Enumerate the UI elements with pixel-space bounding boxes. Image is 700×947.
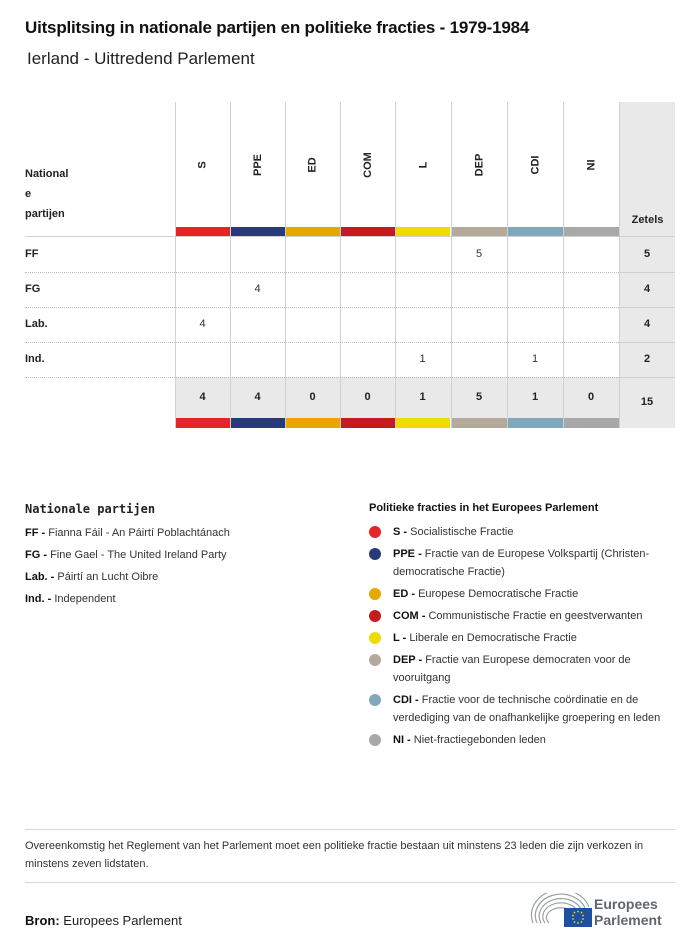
group-color-bar xyxy=(564,418,619,428)
legend-name: Fractie van de Europese Volkspartij (Christen-democratische Fractie) xyxy=(393,548,650,578)
logo-line: Parlement xyxy=(594,912,662,928)
row-label-ff: FF xyxy=(25,248,39,260)
table-cell: 1 xyxy=(419,353,426,365)
row-header-label xyxy=(25,164,145,224)
legend-item xyxy=(369,585,679,603)
column-header: NI xyxy=(585,159,598,170)
column-dep xyxy=(451,102,507,428)
row-header-line: partijen xyxy=(25,208,65,220)
column-ppe xyxy=(230,102,285,428)
row-divider xyxy=(25,377,619,378)
column-total: 1 xyxy=(531,391,539,403)
divider xyxy=(25,882,675,883)
color-dot-icon xyxy=(369,654,381,666)
logo-line: Europees xyxy=(594,896,658,912)
legend-name: Independent xyxy=(54,593,116,605)
legend-name: Liberale en Democratische Fractie xyxy=(409,632,577,644)
column-header: S xyxy=(197,160,209,169)
column-total: 0 xyxy=(309,391,316,403)
legend-item xyxy=(25,588,355,610)
group-color-bar xyxy=(564,227,619,236)
column-l xyxy=(395,102,450,428)
group-color-bar xyxy=(452,418,507,428)
legend-code: ED - xyxy=(393,588,415,600)
table-cell: 4 xyxy=(254,283,261,295)
zetels-divider xyxy=(619,377,675,378)
legend-item xyxy=(369,545,679,581)
column-total: 0 xyxy=(364,391,371,403)
zetels-divider xyxy=(619,307,675,308)
legend-code: DEP - xyxy=(393,654,423,666)
color-dot-icon xyxy=(369,526,381,538)
header-divider xyxy=(25,236,675,237)
column-header: PPE xyxy=(251,153,264,176)
legend-item xyxy=(369,731,679,749)
grand-total: 15 xyxy=(640,396,654,408)
legend-title: Nationale partijen xyxy=(25,502,156,516)
group-color-bar xyxy=(286,227,340,236)
legend-code: Lab. - xyxy=(25,571,55,583)
legend-name: Fractie voor de technische coördinatie en de verdediging van de onafhankelijke groepering en leden xyxy=(393,694,661,724)
legend-code: L - xyxy=(393,632,407,644)
column-total: 4 xyxy=(199,391,206,403)
row-label-ind: Ind. xyxy=(25,353,45,365)
column-total: 5 xyxy=(475,391,483,403)
group-color-bar xyxy=(176,227,230,236)
zetels-divider xyxy=(619,272,675,273)
group-color-bar xyxy=(508,418,563,428)
hemicycle-icon xyxy=(530,893,592,929)
legend-code: FG - xyxy=(25,549,47,561)
seat-distribution-table xyxy=(25,102,675,428)
legend-name: Fianna Fáil - An Páirtí Poblachtánach xyxy=(48,527,230,539)
divider xyxy=(25,829,675,830)
source-label: Bron: xyxy=(25,913,60,928)
column-total: 4 xyxy=(254,391,261,403)
column-header: CDI xyxy=(529,155,542,174)
column-ni xyxy=(563,102,619,428)
legend-item xyxy=(25,566,355,588)
row-divider xyxy=(25,272,619,273)
group-color-bar xyxy=(452,227,507,236)
legend-item xyxy=(369,607,679,625)
group-color-bar xyxy=(508,227,563,236)
legend-item xyxy=(369,523,679,541)
group-color-bar xyxy=(341,227,395,236)
legend-political-groups xyxy=(369,502,679,753)
row-header-line: National xyxy=(25,168,69,180)
column-ed xyxy=(285,102,340,428)
legend-item xyxy=(369,629,679,647)
group-color-bar xyxy=(231,418,285,428)
group-color-bar xyxy=(286,418,340,428)
row-divider xyxy=(25,307,619,308)
row-divider xyxy=(25,342,619,343)
legend-code: NI - xyxy=(393,734,411,746)
legend-code: S - xyxy=(393,526,408,538)
table-cell: 5 xyxy=(475,248,483,260)
table-cell: 1 xyxy=(531,353,539,365)
footnote: Overeenkomstig het Reglement van het Parlement moet een politieke fractie bestaan uit minstens 23 leden die zijn verkozen in minstens zeven lidstaten. xyxy=(25,840,644,870)
legend-name: Fine Gael - The United Ireland Party xyxy=(50,549,227,561)
group-color-bar xyxy=(231,227,285,236)
legend-national-parties xyxy=(25,502,355,610)
row-total: 5 xyxy=(643,248,651,260)
page-title: Uitsplitsing in nationale partijen en politieke fracties - 1979-1984 xyxy=(25,18,530,37)
column-header: L xyxy=(416,161,429,168)
legend-code: CDI - xyxy=(393,694,419,706)
color-dot-icon xyxy=(369,588,381,600)
group-color-bar xyxy=(176,418,230,428)
color-dot-icon xyxy=(369,610,381,622)
zetels-header: Zetels xyxy=(631,214,664,226)
page-subtitle: Ierland - Uittredend Parlement xyxy=(27,49,255,68)
legend-code: FF - xyxy=(25,527,46,539)
column-header: DEP xyxy=(473,153,486,176)
column-s xyxy=(175,102,230,428)
legend-item xyxy=(369,651,679,687)
color-dot-icon xyxy=(369,694,381,706)
column-cdi xyxy=(507,102,563,428)
column-total: 0 xyxy=(587,391,595,403)
zetels-divider xyxy=(619,342,675,343)
european-parliament-logo xyxy=(530,893,680,929)
source-line xyxy=(25,913,182,928)
group-color-bar xyxy=(396,418,450,428)
column-com xyxy=(340,102,395,428)
legend-item xyxy=(369,691,679,727)
row-header-line: e xyxy=(25,188,32,200)
legend-title: Politieke fracties in het Europees Parlement xyxy=(369,502,599,514)
row-total: 2 xyxy=(643,353,651,365)
legend-name: Niet-fractiegebonden leden xyxy=(413,734,546,746)
row-label-lab: Lab. xyxy=(25,318,48,330)
legend-name: Fractie van Europese democraten voor de vooruitgang xyxy=(393,654,631,684)
row-label-fg: FG xyxy=(25,283,41,295)
legend-name: Páirtí an Lucht Oibre xyxy=(57,571,159,583)
legend-item xyxy=(25,522,355,544)
legend-name: Communistische Fractie en geestverwanten xyxy=(428,610,643,622)
table-cell: 4 xyxy=(199,318,206,330)
logo-text xyxy=(594,896,662,928)
column-header: ED xyxy=(307,156,319,173)
column-header: COM xyxy=(361,151,374,178)
legend-item xyxy=(25,544,355,566)
color-dot-icon xyxy=(369,548,381,560)
legend-name: Socialistische Fractie xyxy=(410,526,514,538)
legend-name: Europese Democratische Fractie xyxy=(418,588,579,600)
row-total: 4 xyxy=(643,318,651,330)
source-value: Europees Parlement xyxy=(63,913,182,928)
column-zetels xyxy=(619,102,675,428)
legend-code: PPE - xyxy=(393,548,422,560)
color-dot-icon xyxy=(369,632,381,644)
column-total: 1 xyxy=(419,391,426,403)
legend-code: COM - xyxy=(393,610,426,622)
row-total: 4 xyxy=(643,283,651,295)
legend-code: Ind. - xyxy=(25,593,52,605)
color-dot-icon xyxy=(369,734,381,746)
group-color-bar xyxy=(396,227,450,236)
group-color-bar xyxy=(341,418,395,428)
